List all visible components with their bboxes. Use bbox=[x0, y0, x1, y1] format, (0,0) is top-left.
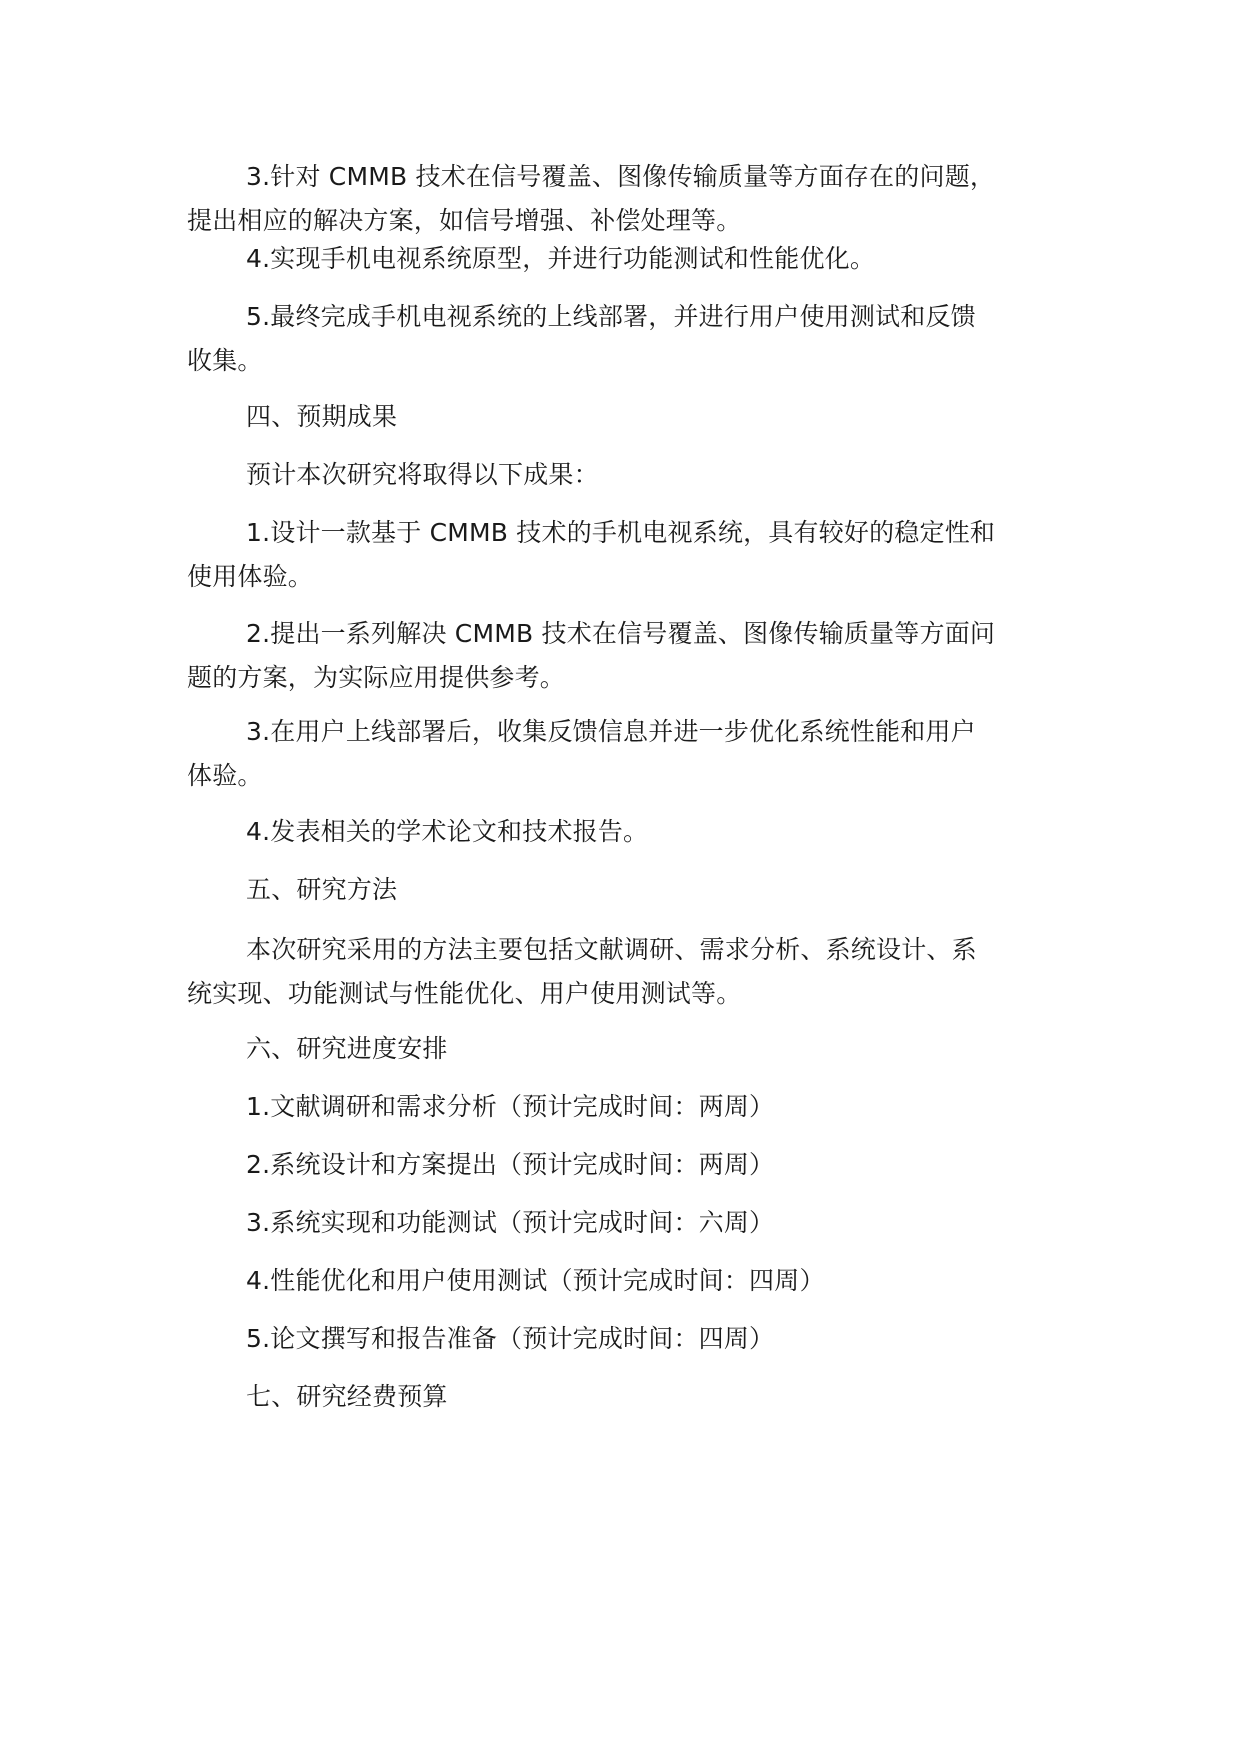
paragraph-line: 使用体验。 bbox=[187, 562, 314, 591]
schedule-item-4 bbox=[187, 1259, 1039, 1303]
paragraph-result-3 bbox=[187, 710, 1039, 798]
schedule-item-3 bbox=[187, 1201, 1039, 1245]
paragraph-goal-3 bbox=[187, 155, 1039, 243]
paragraph-line: 3.在用户上线部署后，收集反馈信息并进一步优化系统性能和用户 bbox=[246, 717, 976, 746]
paragraph-line: 5.最终完成手机电视系统的上线部署，并进行用户使用测试和反馈 bbox=[246, 302, 976, 331]
paragraph-line: 4.性能优化和用户使用测试（预计完成时间：四周） bbox=[246, 1266, 825, 1295]
paragraph-line: 3.系统实现和功能测试（预计完成时间：六周） bbox=[246, 1208, 775, 1237]
paragraph-line: 提出相应的解决方案，如信号增强、补偿处理等。 bbox=[187, 206, 742, 235]
paragraph-line: 题的方案，为实际应用提供参考。 bbox=[187, 663, 566, 692]
schedule-item-2 bbox=[187, 1143, 1039, 1187]
paragraph-line: 4.实现手机电视系统原型，并进行功能测试和性能优化。 bbox=[246, 244, 876, 273]
heading-line: 六、研究进度安排 bbox=[246, 1034, 448, 1063]
section-heading-budget bbox=[187, 1375, 1039, 1419]
paragraph-line: 4.发表相关的学术论文和技术报告。 bbox=[246, 817, 649, 846]
paragraph-results-intro bbox=[187, 453, 1039, 497]
paragraph-line: 3.针对 CMMB 技术在信号覆盖、图像传输质量等方面存在的问题， bbox=[246, 162, 996, 191]
paragraph-result-1 bbox=[187, 511, 1039, 599]
heading-line: 四、预期成果 bbox=[246, 402, 398, 431]
paragraph-result-4 bbox=[187, 810, 1039, 854]
paragraph-line: 体验。 bbox=[187, 761, 263, 790]
paragraph-line: 5.论文撰写和报告准备（预计完成时间：四周） bbox=[246, 1324, 775, 1353]
paragraph-goal-5 bbox=[187, 295, 1039, 383]
paragraph-result-2 bbox=[187, 612, 1039, 700]
paragraph-line: 1.文献调研和需求分析（预计完成时间：两周） bbox=[246, 1092, 775, 1121]
heading-line: 五、研究方法 bbox=[246, 875, 398, 904]
paragraph-line: 预计本次研究将取得以下成果： bbox=[246, 460, 599, 489]
section-heading-expected-results bbox=[187, 395, 1039, 439]
paragraph-methods bbox=[187, 928, 1039, 1016]
paragraph-line: 收集。 bbox=[187, 346, 263, 375]
paragraph-line: 统实现、功能测试与性能优化、用户使用测试等。 bbox=[187, 979, 742, 1008]
heading-line: 七、研究经费预算 bbox=[246, 1382, 448, 1411]
section-heading-research-methods bbox=[187, 868, 1039, 912]
paragraph-line: 1.设计一款基于 CMMB 技术的手机电视系统，具有较好的稳定性和 bbox=[246, 518, 996, 547]
section-heading-schedule bbox=[187, 1027, 1039, 1071]
paragraph-line: 2.提出一系列解决 CMMB 技术在信号覆盖、图像传输质量等方面问 bbox=[246, 619, 996, 648]
paragraph-goal-4 bbox=[187, 237, 1039, 281]
schedule-item-1 bbox=[187, 1085, 1039, 1129]
schedule-item-5 bbox=[187, 1317, 1039, 1361]
paragraph-line: 本次研究采用的方法主要包括文献调研、需求分析、系统设计、系 bbox=[246, 935, 977, 964]
paragraph-line: 2.系统设计和方案提出（预计完成时间：两周） bbox=[246, 1150, 775, 1179]
